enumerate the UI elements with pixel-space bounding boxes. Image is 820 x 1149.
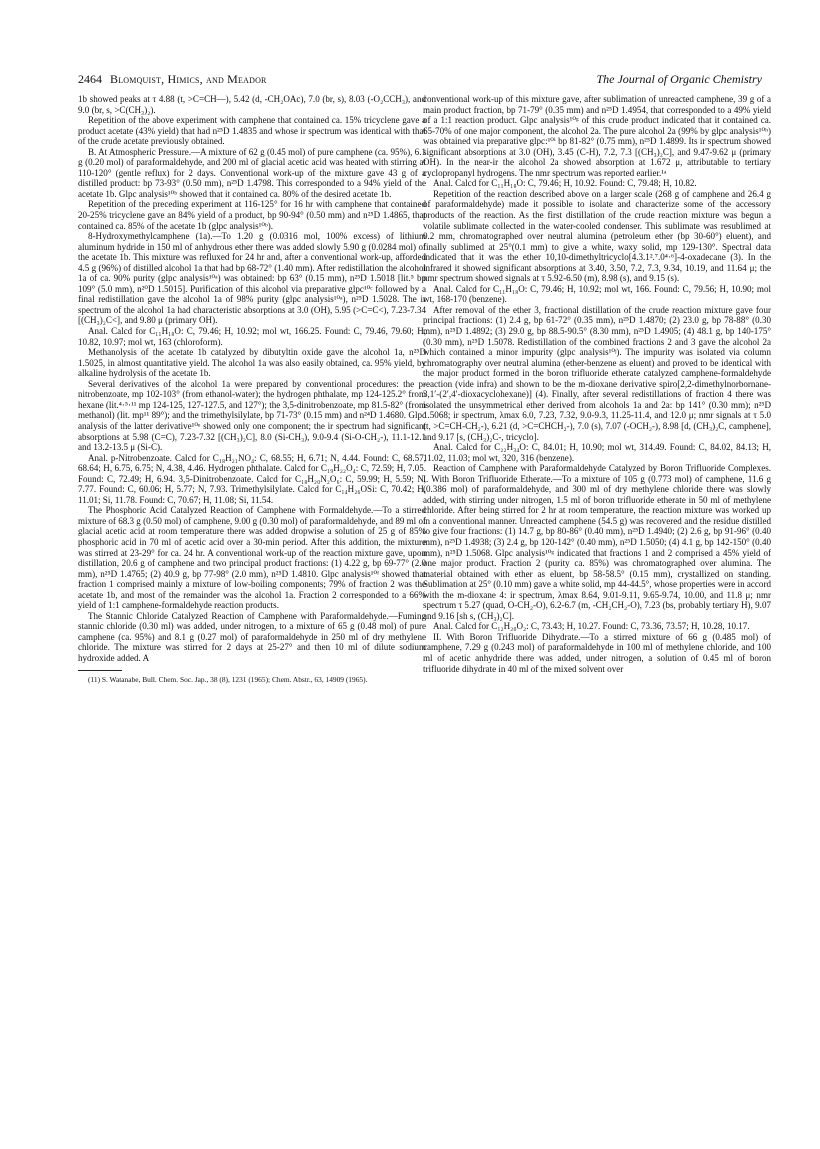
paragraph: Repetition of the reaction described above on a larger scale (268 g of camphene and 26.4 g of paraformaldehyde) made it possible to isolate and characterize some of the accessory products of the reaction. As the first distillation of the crude reaction mixture was begun a volatile sublimate collected in the water-cooled condenser. This sublimate was resublimed at 0.2 mm, chromatographed over neutral alumina (petroleum ether (bp 30-60°) eluent), and finally sublimed at 25°(0.1 mm) to give a white, waxy solid, mp 129-130°. Spectral data indicated that it was the ether 10,10-dimethyltricyclo[4.3.1².⁷.0⁴·⁶]-4-oxadecane (3). In the infrared it showed significant absorptions at 3.40, 3.50, 7.2, 7.3, 9.34, 10.19, and 11.64 μ; the nmr spectrum showed signals at τ 5.92-6.50 (m), 8.98 (s), and 9.15 (s). [423, 188, 771, 284]
paragraph: The Phosphoric Acid Catalyzed Reaction of Camphene with Formaldehyde.—To a stirred mixture of 68.3 g (0.50 mol) of camphene, 9.00 g (0.30 mol) of paraformaldehyde, and 89 ml of glacial acetic acid at room temperature there was added dropwise a solution of 25 g of 85% phosphoric acid in 70 ml of acetic acid over a 30-min period. After this addition, the mixture was stirred at 23-29° for ca. 24 hr. A conventional work-up of the reaction mixture gave, upon distillation, 20.6 g of camphene and two principal product fractions: (1) 4.22 g, bp 69-77° (2.0 mm), n²⁵D 1.4765; (2) 40.9 g, bp 77-98° (2.0 mm), n²⁵D 1.4810. Glpc analysis¹⁰ᶠ showed that fraction 1 comprised mainly a mixture of low-boiling components; 79% of fraction 2 was the acetate 1b, and most of the remainder was the alcohol 1a. Fraction 2 corresponded to a 66% yield of 1:1 camphene-formaldehyde reaction products. [78, 505, 426, 611]
paragraph: II. With Boron Trifluoride Dihydrate.—To a stirred mixture of 66 g (0.485 mol) of camphene, 7.29 g (0.243 mol) of paraformaldehyde in 100 ml of methylene chloride, and 100 ml of acetic anhydride there was added, under nitrogen, a solution of 0.45 ml of boron trifluoride dihydrate in 40 ml of the mixed solvent over [423, 631, 771, 674]
paragraph: Several derivatives of the alcohol 1a were prepared by conventional procedures: the p-nitrobenzoate, mp 102-103° (from ethanol-water); the hydrogen phthalate, mp 124-125.2° from hexane (lit.⁴·⁵·¹¹ mp 124-125, 127-127.5, and 127°); the 3,5-dinitrobenzoate, mp 81.5-82° (from methanol) (lit. mp¹¹ 89°); and the trimethylsilylate, bp 71-73° (0.15 mm) and n²⁴D 1.4680. Glpc analysis of the latter derivative¹⁰ᵉ showed only one component; the ir spectrum had significant absorptions at 5.98 (C=C), 7.23-7.32 [(CH₃)₂C], 8.0 (Si-CH₃), 9.0-9.4 (Si-O-CH₂-), 11.1-12.1 and 13.2-13.5 μ (Si-C). [78, 378, 426, 453]
page-number: 2464 [78, 72, 102, 86]
right-column [423, 94, 771, 674]
paragraph: 8-Hydroxymethylcamphene (1a).—To 1.20 g (0.0316 mol, 100% excess) of lithium aluminum hydride in 150 ml of anhydrous ether there was added slowly 5.90 g (0.0284 mol) of the acetate 1b. This mixture was refluxed for 24 hr and, after a conventional work-up, afforded 4.5 g (96%) of distilled alcohol 1a that had bp 68-72° (1.40 mm). After redistillation the alcohol 1a of ca. 90% purity (glpc analysis¹⁰ᵃ) was obtained: bp 63° (0.15 mm), n²⁵D 1.5018 [lit.⁵ bp 109° (5.0 mm), n²⁰D 1.5015]. Purification of this alcohol via preparative glpc¹⁰ᶜ followed by a final redistillation gave the alcohol 1a of 98% purity (glpc analysis¹⁰ᵃ), n²⁵D 1.5028. The ir spectrum of the alcohol 1a had characteristic absorptions at 3.0 (OH), 5.95 (>C=C<), 7.23-7.34 [(CH₃)₂C<], and 9.80 μ (primary OH). [78, 231, 426, 326]
journal-title: The Journal of Organic Chemistry [596, 72, 762, 86]
paragraph: Anal. Calcd for C₁₁H₁₈O: C, 79.46; H, 10.92; mol wt, 166. Found: C, 79.56; H, 10.90; mol wt, 168-170 (benzene). [423, 283, 771, 305]
page-header [78, 72, 762, 90]
paragraph: conventional work-up of this mixture gave, after sublimation of unreacted camphene, 39 g of a main product fraction, bp 71-79° (0.35 mm) and n²⁵D 1.4954, that corresponded to a 49% yield of a 1:1 reaction product. Glpc analysis¹⁰ᵍ of this crude product indicated that it contained ca. 65-70% of one major component, the alcohol 2a. The pure alcohol 2a (99% by glpc analysis¹⁰ʰ) was obtained via preparative glpc:¹⁰ⁱ bp 81-82° (0.75 mm), n²⁵D 1.4899. Its ir spectrum showed significant absorptions at 3.0 (OH), 3.45 (C-H), 7.2, 7.3 [(CH₃)₂C], and 9.47-9.62 μ (primary OH). In the near-ir the alcohol 2a showed absorption at 1.672 μ, attributable to tertiary cyclopropanyl hydrogens. The nmr spectrum was reported earlier.¹ᵃ [423, 94, 771, 178]
paragraph: The Stannic Chloride Catalyzed Reaction of Camphene with Paraformaldehyde.—Fuming stannic chloride (0.30 ml) was added, under nitrogen, to a mixture of 65 g (0.48 mol) of pure camphene (ca. 95%) and 8.1 g (0.27 mol) of paraformaldehyde in 250 ml of dry methylene chloride. The mixture was stirred for 2 days at 25-27° and then 10 ml of dilute sodium hydroxide added. A [78, 610, 426, 663]
paragraph: Anal. Calcd for C₁₁H₁₈O: C, 79.46; H, 10.92; mol wt, 166.25. Found: C, 79.46, 79.60; H, 10.82, 10.97; mol wt, 163 (chloroform). [78, 326, 426, 347]
footnote: (11) S. Watanabe, Bull. Chem. Soc. Jap., 38 (8), 1231 (1965); Chem. Abstr., 63, 14909 (1965). [88, 674, 368, 684]
left-column [78, 94, 426, 684]
paragraph: Anal. p-Nitrobenzoate. Calcd for C₁₈H₂₁NO₄: C, 68.55; H, 6.71; N, 4.44. Found: C, 68.57, 68.64; H, 6.75, 6.75; N, 4.38, 4.46. Hydrogen phthalate. Calcd for C₁₉H₂₂O₄: C, 72.59; H, 7.05. Found: C, 72.49; H, 6.94. 3,5-Dinitrobenzoate. Calcd for C₁₈H₂₀N₂O₆: C, 59.99; H, 5.59; N, 7.77. Found: C, 60.06; H, 5.77; N, 7.93. Trimethylsilylate. Calcd for C₁₄H₂₆OSi: C, 70.42; H, 11.01; Si, 11.78. Found: C, 70.67; H, 11.08; Si, 11.54. [78, 452, 426, 505]
running-authors: Blomquist, Himics, and Meador [110, 72, 267, 86]
paragraph: Reaction of Camphene with Paraformaldehyde Catalyzed by Boron Trifluoride Complexes. I. With Boron Trifluoride Etherate.—To a mixture of 105 g (0.773 mol) of camphene, 11.6 g (0.386 mol) of paraformaldehyde, and 300 ml of dry methylene chloride there was slowly added, with stirring under nitrogen, 1.5 ml of boron trifluoride etherate in 50 ml of methylene chloride. After being stirred for 2 hr at room temperature, the reaction mixture was worked up in a conventional manner. Unreacted camphene (54.5 g) was recovered and the residue distilled to give four fractions: (1) 14.7 g, bp 80-86° (0.40 mm), n²⁵D 1.4940; (2) 2.6 g, bp 91-96° (0.40 mm), n²⁵D 1.4938; (3) 2.4 g, bp 120-142° (0.40 mm), n²⁵D 1.5050; (4) 4.1 g, bp 142-150° (0.40 mm), n²⁵D 1.5068. Glpc analysis¹⁰ᵍ indicated that fractions 1 and 2 comprised a 45% yield of one major product. Fraction 2 (purity ca. 85%) was chromatographed over alumina. The material obtained with ether as eluent, bp 58-58.5° (0.15 mm), crystallized on standing. Sublimation at 25° (0.10 mm) gave a white solid, mp 44-44.5°, whose properties were in accord with the m-dioxane 4: ir spectrum, λmax 8.64, 9.01-9.11, 9.65-9.74, 10.00, and 11.8 μ; nmr spectrum τ 5.27 (quad, O-CH₂-O), 6.2-6.7 (m, -CH₂CH₂-O), 7.23 (bs, probably tertiary H), 9.07 and 9.16 [sh s, (CH₃)₂C]. [423, 463, 771, 621]
paragraph: Repetition of the above experiment with camphene that contained ca. 15% tricyclene gave a product acetate (43% yield) that had n²⁵D 1.4835 and whose ir spectrum was identical with that of the crude acetate previously obtained. [78, 115, 426, 147]
paragraph: Anal. Calcd for C₂₂H₃₄O: C, 84.01; H, 10.90; mol wt, 314.49. Found: C, 84.02, 84.13; H, 11.02, 11.03; mol wt, 320, 316 (benzene). [423, 442, 771, 463]
paragraph: B. At Atmospheric Pressure.—A mixture of 62 g (0.45 mol) of pure camphene (ca. 95%), 6.1 g (0.20 mol) of paraformaldehyde, and 200 ml of glacial acetic acid was heated with stirring at 110-120° (gentle reflux) for 2 days. Conventional work-up of the mixture gave 43 g of a distilled product: bp 73-93° (0.50 mm), n²⁵D 1.4798. This corresponded to a 94% yield of the acetate 1b. Glpc analysis¹⁰ᵇ showed that it contained ca. 80% of the desired acetate 1b. [78, 146, 426, 199]
paragraph: Methanolysis of the acetate 1b catalyzed by dibutyltin oxide gave the alcohol 1a, n²⁵D 1.5025, in almost quantitative yield. The alcohol 1a was also easily obtained, ca. 95% yield, by alkaline hydrolysis of the acetate 1b. [78, 347, 426, 379]
paragraph: 1b showed peaks at τ 4.88 (t, >C=CH—), 5.42 (d, -CH₂OAc), 7.0 (br, s), 8.03 (-O₂CCH₃), and 9.0 (br, s, >C(CH₃)₂). [78, 94, 426, 115]
paragraph: Anal. Calcd for C₁₂H₂₀O₂: C, 73.43; H, 10.27. Found: C, 73.36, 73.57; H, 10.28, 10.17. [433, 621, 750, 632]
footnote-divider [78, 670, 122, 671]
paragraph: Anal. Calcd for C₁₁H₁₈O: C, 79.46; H, 10.92. Found: C, 79.48; H, 10.82. [433, 178, 697, 189]
paragraph: After removal of the ether 3, fractional distillation of the crude reaction mixture gave four principal fractions: (1) 2.4 g, bp 61-72° (0.35 mm), n²⁵D 1.4870; (2) 23.0 g, bp 78-88° (0.30 mm), n²⁵D 1.4892; (3) 29.0 g, bp 88.5-90.5° (8.30 mm), n²⁵D 1.4905; (4) 48.1 g, bp 140-175° (0.30 mm), n²⁵D 1.5078. Redistillation of the combined fractions 2 and 3 gave the alcohol 2a which contained a minor impurity (glpc analysis¹⁰ʲ). The impurity was isolated via column chromatography over neutral alumina (ether-benzene as eluent) and proved to be identical with the major product formed in the boron trifluoride etherate catalyzed camphene-formaldehyde reaction (vide infra) and shown to be the m-dioxane derivative spiro[2,2-dimethylnorbornane-3,1′-(2′,4′-dioxacyclohexane)] (4). Finally, after several redistillations of fraction 4 there was isolated the unsymmetrical ether derived from alcohols 1a and 2a: bp 141° (0.30 mm); n²⁵D 1.5068; ir spectrum, λmax 6.0, 7.23, 7.32, 9.0-9.3, 11.25-11.4, and 12.0 μ; nmr signals at τ 5.0 (t, >C=CH-CH₂-), 6.21 (d, >C=CHCH₂-), 7.0 (s), 7.07 (-OCH₂-), 8.98 [d, (CH₃)₂C, camphene], and 9.17 [s, (CH₃)₂C-, tricyclo]. [423, 304, 771, 442]
paragraph: Repetition of the preceding experiment at 116-125° for 16 hr with camphene that contained 20-25% tricyclene gave an 84% yield of a product, bp 90-94° (0.50 mm) and n²⁵D 1.4865, that contained ca. 85% of the acetate 1b (glpc analysis¹⁰ᵇ). [78, 199, 426, 231]
